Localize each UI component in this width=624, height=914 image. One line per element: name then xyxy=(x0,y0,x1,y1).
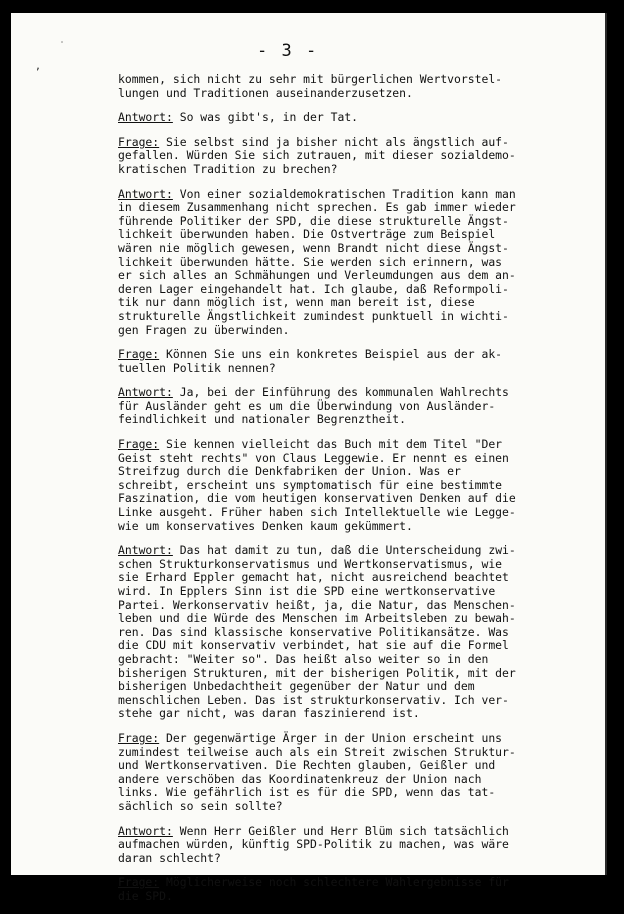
text-line xyxy=(118,492,550,506)
text-line xyxy=(118,890,550,904)
text-line xyxy=(118,348,550,362)
line-text: lichkeit überwunden haben. Die Ostverträge zum Beispiel xyxy=(118,227,496,242)
text-line xyxy=(118,269,550,283)
line-text: Linke ausgeht. Früher haben sich Intellektuelle wie Legge- xyxy=(118,505,516,520)
line-text: menschlichen Leben. Das ist strukturkonservativ. Ich ver- xyxy=(118,692,509,707)
answer-label: Antwort: xyxy=(118,385,173,400)
text-line xyxy=(118,852,550,866)
text-line xyxy=(118,585,550,599)
line-text: Wenn Herr Geißler und Herr Blüm sich tatsächlich xyxy=(172,823,509,838)
line-text: deren Lager eingehandelt hat. Ich glaube, daß Reformpoli- xyxy=(118,281,509,296)
text-line xyxy=(118,386,550,400)
text-line xyxy=(118,506,550,520)
interview-text xyxy=(118,73,550,914)
line-text: führende Politiker der SPD, die diese strukturelle Ängst- xyxy=(118,213,509,228)
question-label: Frage: xyxy=(118,730,160,745)
text-line xyxy=(118,73,550,87)
text-line xyxy=(118,362,550,376)
paragraph xyxy=(118,386,550,427)
line-text: schen Strukturkonservatismus und Wertkonservatismus, wie xyxy=(118,556,503,571)
line-text: stehe gar nicht, was daran faszinierend ist. xyxy=(118,706,420,721)
line-text: Möglicherweise noch schlechtere Wahlergebnisse für xyxy=(159,875,509,890)
line-text: Von einer sozialdemokratischen Tradition kann man xyxy=(172,186,516,201)
text-line xyxy=(118,759,550,773)
text-line xyxy=(118,228,550,242)
line-text: bisherigen Unbedachtheit gegenüber der Natur und dem xyxy=(118,679,475,694)
text-line xyxy=(118,626,550,640)
text-line xyxy=(118,283,550,297)
paragraph xyxy=(118,111,550,125)
question-label: Frage: xyxy=(118,437,160,452)
line-text: Das hat damit zu tun, daß die Unterscheidung zwi- xyxy=(172,543,516,558)
line-text: schreibt, erscheint uns symptomatisch für eine bestimmte xyxy=(118,477,503,492)
text-line xyxy=(118,452,550,466)
text-line xyxy=(118,400,550,414)
answer-label: Antwort: xyxy=(118,823,173,838)
line-text: aufmachen würden, künftig SPD-Politik zu machen, was wäre xyxy=(118,837,509,852)
line-text: So was gibt's, in der Tat. xyxy=(172,110,359,125)
paragraph xyxy=(118,348,550,375)
line-text: sächlich so sein sollte? xyxy=(118,798,283,813)
line-text: lungen und Traditionen auseinanderzusetzen. xyxy=(118,85,413,100)
document-page xyxy=(11,13,607,903)
text-line xyxy=(118,324,550,338)
paragraph xyxy=(118,136,550,177)
line-text: Streifzug durch die Denkfabriken der Union. Was er xyxy=(118,464,461,479)
text-line xyxy=(118,296,550,310)
line-text: kommen, sich nicht zu sehr mit bürgerlichen Wertvorstel- xyxy=(118,72,503,86)
line-text: Sie selbst sind ja bisher nicht als ängstlich auf- xyxy=(159,134,509,149)
paragraph xyxy=(118,544,550,721)
text-line xyxy=(118,544,550,558)
line-text: wie um konservatives Denken kaum gekümmert. xyxy=(118,518,413,533)
text-line xyxy=(118,612,550,626)
scan-speck: ˙ xyxy=(59,41,66,52)
line-text: bisherigen Strukturen, mit der bisherigen Politik, mit der xyxy=(118,665,516,680)
line-text: tuellen Politik nennen? xyxy=(118,360,276,375)
line-text: für Ausländer geht es um die Überwindung von Ausländer- xyxy=(118,398,496,413)
text-line xyxy=(118,773,550,787)
line-text: Partei. Werkonservativ heißt, ja, die Natur, das Menschen- xyxy=(118,597,516,612)
text-line xyxy=(118,310,550,324)
line-text: wird. In Epplers Sinn ist die SPD eine wertkonservative xyxy=(118,584,496,598)
text-line xyxy=(118,667,550,681)
line-text: gefallen. Würden Sie sich zutrauen, mit dieser sozialdemo- xyxy=(118,148,516,163)
text-line xyxy=(118,707,550,721)
text-line xyxy=(118,786,550,800)
answer-label: Antwort: xyxy=(118,186,173,201)
line-text: daran schlecht? xyxy=(118,850,221,865)
line-text: wären nie möglich gewesen, wenn Brandt nicht diese Ängst- xyxy=(118,240,509,255)
text-line xyxy=(118,653,550,667)
text-line xyxy=(118,188,550,202)
text-line xyxy=(118,413,550,427)
line-text: Können Sie uns ein konkretes Beispiel aus der ak- xyxy=(159,347,503,362)
paragraph xyxy=(118,438,550,533)
text-line xyxy=(118,465,550,479)
question-label: Frage: xyxy=(118,134,160,149)
paragraph xyxy=(118,876,550,903)
text-line xyxy=(118,242,550,256)
answer-label: Antwort: xyxy=(118,110,173,125)
paragraph xyxy=(118,188,550,338)
scan-speck: , xyxy=(35,61,42,72)
line-text: ren. Das sind klassische konservative Politikansätze. Was xyxy=(118,624,509,639)
line-text: Geist steht rechts" von Claus Leggewie. Er nennt es einen xyxy=(118,450,509,465)
line-text: gen Fragen zu überwinden. xyxy=(118,322,290,337)
text-line xyxy=(118,520,550,534)
line-text: in diesem Zusammenhang nicht sprechen. Es gab immer wieder xyxy=(118,200,516,215)
page-number: - 3 - xyxy=(257,41,319,61)
line-text: er sich alles an Schmähungen und Verleumdungen aus dem an- xyxy=(118,268,516,283)
text-line xyxy=(118,599,550,613)
text-line xyxy=(118,825,550,839)
text-line xyxy=(118,438,550,452)
line-text: gebracht: "Weiter so". Das heißt also weiter so in den xyxy=(118,651,489,666)
line-text: Sie kennen vielleicht das Buch mit dem Titel "Der xyxy=(159,437,503,452)
paragraph xyxy=(118,732,550,814)
line-text: links. Wie gefährlich ist es für die SPD, wenn das tat- xyxy=(118,785,496,800)
text-line xyxy=(118,800,550,814)
answer-label: Antwort: xyxy=(118,543,173,558)
text-line xyxy=(118,694,550,708)
text-line xyxy=(118,639,550,653)
line-text: sie Erhard Eppler gemacht hat, nicht ausreichend beachtet xyxy=(118,570,509,585)
line-text: die CDU mit konservativ verbindet, hat sie auf die Formel xyxy=(118,638,509,653)
text-line xyxy=(118,256,550,270)
line-text: Der gegenwärtige Ärger in der Union erscheint uns xyxy=(159,730,503,745)
text-line xyxy=(118,163,550,177)
line-text: Ja, bei der Einführung des kommunalen Wahlrechts xyxy=(172,385,509,400)
text-line xyxy=(118,201,550,215)
text-line xyxy=(118,558,550,572)
text-line xyxy=(118,876,550,890)
text-line xyxy=(118,680,550,694)
line-text: die SPD. xyxy=(118,888,173,903)
line-text: strukturelle Ängstlichkeit zumindest punktuell in wichti- xyxy=(118,308,509,323)
text-line xyxy=(118,111,550,125)
text-line xyxy=(118,136,550,150)
line-text: Faszination, die vom heutigen konservativen Denken auf die xyxy=(118,491,516,506)
line-text: lichkeit überwunden hätte. Sie werden sich erinnern, was xyxy=(118,254,503,269)
line-text: und Wertkonservativen. Die Rechten glauben, Geißler und xyxy=(118,758,496,773)
line-text: feindlichkeit und nationaler Begrenztheit. xyxy=(118,412,407,427)
text-line xyxy=(118,479,550,493)
line-text: tik nur dann möglich ist, wenn man bereit ist, diese xyxy=(118,295,475,310)
text-line xyxy=(118,838,550,852)
line-text: andere verschöben das Koordinatenkreuz der Union nach xyxy=(118,771,482,786)
text-line xyxy=(118,215,550,229)
text-line xyxy=(118,149,550,163)
paragraph xyxy=(118,825,550,866)
line-text: kratischen Tradition zu brechen? xyxy=(118,161,338,176)
line-text: leben und die Würde des Menschen im Arbeitsleben zu bewah- xyxy=(118,611,516,626)
paragraph xyxy=(118,73,550,100)
text-line xyxy=(118,746,550,760)
text-line xyxy=(118,732,550,746)
question-label: Frage: xyxy=(118,347,160,362)
question-label: Frage: xyxy=(118,875,160,890)
text-line xyxy=(118,87,550,101)
line-text: zumindest teilweise auch als ein Streit zwischen Struktur- xyxy=(118,744,516,759)
text-line xyxy=(118,571,550,585)
